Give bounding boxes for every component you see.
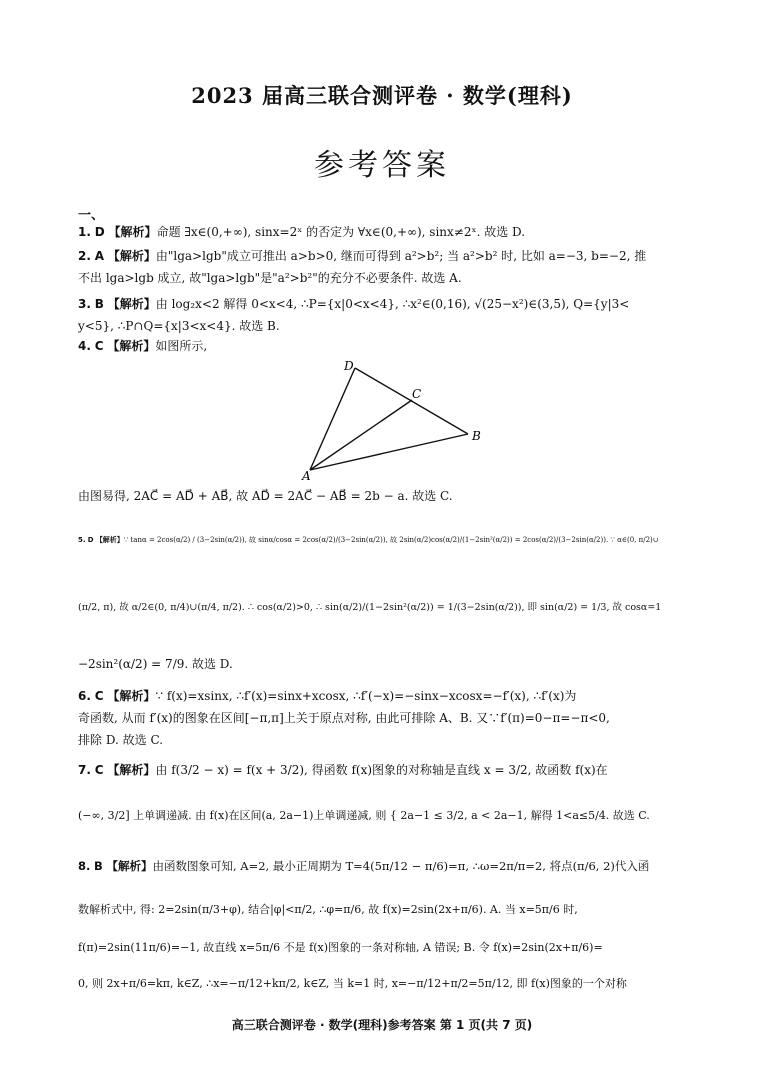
problem-number: 3. [78, 297, 91, 311]
answer-key-title: 参考答案 [314, 148, 450, 183]
problem-6-line-3: 排除 D. 故选 C. [78, 733, 164, 747]
problem-8-line-2: 数解析式中, 得: 2=2sin(π/3+φ), 结合|φ|<π/2, ∴φ=π/6, 故 f(x)=2sin(2x+π/6). A. 当 x=5π/6 时, [78, 903, 578, 916]
segment-ab [310, 434, 468, 470]
problem-text: ∵ f(x)=xsinx, ∴f′(x)=sinx+xcosx, ∴f′(−x)=−sinx−xcosx=−f′(x), ∴f′(x)为 [155, 689, 577, 703]
problem-8-line-3: f(π)=2sin(11π/6)=−1, 故直线 x=5π/6 不是 f(x)图象的一条对称轴, A 错误; B. 令 f(x)=2sin(2x+π/6)= [78, 941, 603, 954]
analysis-tag: 【解析】 [95, 536, 124, 544]
problem-answer: B [94, 297, 104, 311]
analysis-tag: 【解析】 [107, 763, 156, 777]
problem-8-line-4: 0, 则 2x+π/6=kπ, k∈Z, ∴x=−π/12+kπ/2, k∈Z, 当 k=1 时, x=−π/12+π/2=5π/12, 即 f(x)图象的一个对称 [78, 977, 627, 990]
problem-answer: C [94, 339, 104, 353]
problem-2-line-2: 不出 lga>lgb 成立, 故"lga>lgb"是"a²>b²"的充分不必要条件. 故选 A. [78, 271, 462, 285]
problem-text: 由函数图象可知, A=2, 最小正周期为 T=4(5π/12 − π/6)=π, ∴ω=2π/π=2, 将点(π/6, 2)代入函 [152, 859, 650, 873]
problem-6-line-1 [78, 688, 690, 704]
problem-2-line-1 [78, 248, 690, 264]
analysis-tag: 【解析】 [107, 689, 156, 703]
problem-text: ∵ tanα = 2cos(α/2) / (3−2sin(α/2)), 故 sinα/cosα = 2cos(α/2)/(3−2sin(α/2)), 故 2sin(α/2)cos(α/2)/(1−2sin²(α/2)) = 2cos(α/2)/(3−2sin(α/2)). ∵ α∈(0, π/2)∪ [123, 536, 659, 544]
problem-3-line-1 [78, 296, 690, 312]
problem-number: 6. [78, 689, 91, 703]
problem-5-line-1 [78, 532, 690, 548]
problem-6-line-2: 奇函数, 从而 f′(x)的图象在区间[−π,π]上关于原点对称, 由此可排除 A、B. 又∵f′(π)=0−π=−π<0, [78, 711, 610, 725]
problem-number: 4. [78, 339, 91, 353]
problem-text: 如图所示, [155, 339, 208, 353]
problem-number: 1. [78, 225, 91, 239]
page-title: 2023 届高三联合测评卷 · 数学(理科) [191, 83, 573, 108]
problem-7-line-1 [78, 762, 690, 778]
problem-answer: A [94, 249, 105, 263]
section-heading: 一、 [78, 208, 105, 223]
point-d-label: D [344, 359, 354, 373]
problem-number: 8. [78, 859, 91, 873]
analysis-tag: 【解析】 [108, 225, 157, 239]
page-footer: 高三联合测评卷 · 数学(理科)参考答案 第 1 页(共 7 页) [231, 1018, 533, 1032]
analysis-tag: 【解析】 [107, 249, 156, 263]
problem-answer: D [87, 536, 94, 544]
problem-7-line-2: (−∞, 3/2] 上单调递减. 由 f(x)在区间(a, 2a−1)上单调递减, 则 { 2a−1 ≤ 3/2, a < 2a−1, 解得 1<a≤5/4. 故选 C. [78, 809, 650, 822]
problem-answer: D [94, 225, 105, 239]
problem-answer: C [94, 689, 104, 703]
point-c-label: C [412, 387, 422, 401]
analysis-tag: 【解析】 [106, 859, 153, 873]
problem-3-line-2: y<5}, ∴P∩Q={x|3<x<4}. 故选 B. [78, 319, 280, 333]
problem-4-line-2: 由图易得, 2AC⃗ = AD⃗ + AB⃗, 故 AD⃗ = 2AC⃗ − AB⃗ = 2b − a. 故选 C. [78, 489, 453, 503]
point-b-label: B [472, 429, 481, 443]
problem-answer: B [94, 859, 103, 873]
problem-number: 7. [78, 763, 91, 777]
problem-number: 5. [78, 536, 86, 544]
problem-5-line-3: −2sin²(α/2) = 7/9. 故选 D. [78, 657, 233, 671]
problem-number: 2. [78, 249, 91, 263]
problem-4-line-1 [78, 338, 690, 354]
problem-text: 由"lga>lgb"成立可推出 a>b>0, 继而可得到 a²>b²; 当 a²>b² 时, 比如 a=−3, b=−2, 推 [155, 249, 647, 263]
analysis-tag: 【解析】 [107, 339, 156, 353]
problem-text: 由 f(3/2 − x) = f(x + 3/2), 得函数 f(x)图象的对称轴是直线 x = 3/2, 故函数 f(x)在 [155, 763, 608, 777]
problem-8-line-1 [78, 858, 690, 874]
point-a-label: A [302, 469, 311, 483]
problem-text: 由 log₂x<2 解得 0<x<4, ∴P={x|0<x<4}, ∴x²∈(0,16), √(25−x²)∈(3,5), Q={y|3< [155, 297, 630, 311]
problem-5-line-2: (π/2, π), 故 α/2∈(0, π/4)∪(π/4, π/2). ∴ cos(α/2)>0, ∴ sin(α/2)/(1−2sin²(α/2)) = 1/(3−2sin(α/2)), 即 sin(α/2) = 1/3, 故 cosα=1 [78, 602, 662, 613]
problem-text: 命题 ∃x∈(0,+∞), sinx=2ˣ 的否定为 ∀x∈(0,+∞), sinx≠2ˣ. 故选 D. [156, 225, 526, 239]
analysis-tag: 【解析】 [107, 297, 156, 311]
problem-1-line-1 [78, 224, 690, 240]
problem-answer: C [94, 763, 104, 777]
triangle-figure [300, 358, 500, 483]
